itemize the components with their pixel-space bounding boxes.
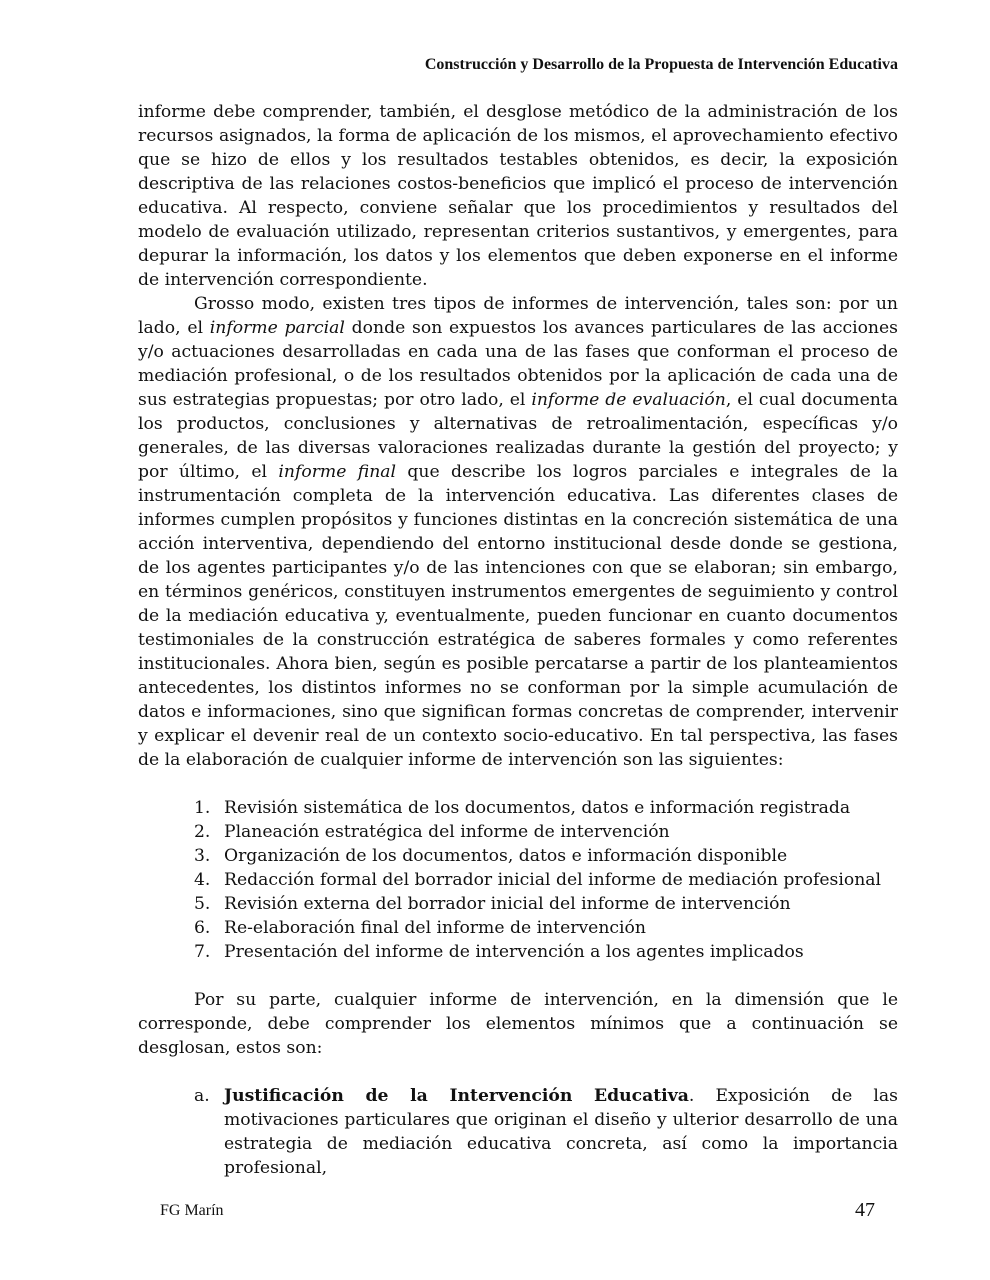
list-text: Revisión sistemática de los documentos, datos e información registrada <box>224 798 851 818</box>
list-text: Re-elaboración final del informe de intervención <box>224 918 646 938</box>
list-number: 1. <box>194 798 211 818</box>
paragraph-report-types <box>138 292 898 772</box>
list-item <box>138 940 898 964</box>
page-number: 47 <box>855 1199 875 1221</box>
spacer <box>138 772 898 796</box>
list-item <box>138 868 898 892</box>
list-item-a <box>138 1084 898 1180</box>
running-header: Construcción y Desarrollo de la Propuesta de Intervención Educativa <box>424 56 898 73</box>
list-item <box>138 892 898 916</box>
text-segment: que describe los logros parciales e integrales de la instrumentación completa de la intervención educativa. Las diferentes clases de informes cumplen propósitos y funciones distintas en la concreción sistemática de una acción interventiva, dependiendo del entorno institucional desde donde se gestiona, de los agentes participantes y/o de las intenciones con que se elaboran; sin embargo, en términos genéricos, constituyen instrumentos emergentes de seguimiento y control de la mediación educativa y, eventualmente, pueden funcionar en cuanto documentos testimoniales de la construcción estratégica de saberes formales y como referentes institucionales. Ahora bien, según es posible percatarse a partir de los planteamientos antecedentes, los distintos informes no se conforman por la simple acumulación de datos e informaciones, sino que significan formas concretas de comprender, intervenir y explicar el devenir real de un contexto socio-educativo. En tal perspectiva, las fases de la elaboración de cualquier informe de intervención son las siguientes: <box>138 462 898 770</box>
list-number: 2. <box>194 822 211 842</box>
list-text: Presentación del informe de intervención a los agentes implicados <box>224 942 804 962</box>
list-text: Redacción formal del borrador inicial del informe de mediación profesional <box>224 870 882 890</box>
list-number: 3. <box>194 846 211 866</box>
list-letter: a. <box>194 1086 210 1106</box>
list-text: Revisión externa del borrador inicial del informe de intervención <box>224 894 791 914</box>
list-number: 5. <box>194 894 211 914</box>
list-item <box>138 916 898 940</box>
term-informe-evaluacion: informe de evaluación <box>531 390 726 410</box>
text-segment: , el cual documenta los productos, conclusiones y alternativas de retroalimentación, específicas y/o generales, de las diversas valoraciones realizadas durante la gestión del proyecto; y por último, el <box>138 390 899 482</box>
paragraph-elements-intro: Por su parte, cualquier informe de intervención, en la dimensión que le corresponde, debe comprender los elementos mínimos que a continuación se desglosan, estos son: <box>138 990 898 1058</box>
text-segment: donde son expuestos los avances particulares de las acciones y/o actuaciones desarrolladas en cada una de las fases que conforman el proceso de mediación profesional, o de los resultados obtenidos por la aplicación de cada una de sus estrategias propuestas; por otro lado, el <box>138 318 898 410</box>
term-informe-parcial: informe parcial <box>209 318 345 338</box>
item-text: . Exposición de las motivaciones particulares que originan el diseño y ulterior desarrollo de una estrategia de mediación educativa concreta, así como la importancia profesional, <box>224 1086 898 1178</box>
spacer <box>138 1060 898 1084</box>
paragraph-continuation: informe debe comprender, también, el desglose metódico de la administración de los recursos asignados, la forma de aplicación de los mismos, el aprovechamiento efectivo que se hizo de ellos y los resultados testables obtenidos, es decir, la exposición descriptiva de las relaciones costos-beneficios que implicó el proceso de intervención educativa. Al respecto, conviene señalar que los procedimientos y resultados del modelo de evaluación utilizado, representan criterios sustantivos, y emergentes, para depurar la información, los datos y los elementos que deben exponerse en el informe de intervención correspondiente. <box>138 102 898 290</box>
list-text: Organización de los documentos, datos e información disponible <box>224 846 788 866</box>
page-body <box>138 100 898 1180</box>
text-segment: Grosso modo, existen tres tipos de informes de intervención, tales son: por un lado, el <box>138 294 898 338</box>
phases-list <box>138 796 898 964</box>
list-item <box>138 796 898 820</box>
list-number: 6. <box>194 918 211 938</box>
term-informe-final: informe final <box>278 462 397 482</box>
list-item <box>138 844 898 868</box>
item-heading: Justificación de la Intervención Educativa <box>224 1086 689 1106</box>
list-item <box>138 820 898 844</box>
list-number: 4. <box>194 870 211 890</box>
spacer <box>138 964 898 988</box>
list-text: Planeación estratégica del informe de intervención <box>224 822 670 842</box>
list-number: 7. <box>194 942 211 962</box>
footer-author: FG Marín <box>160 1202 224 1219</box>
